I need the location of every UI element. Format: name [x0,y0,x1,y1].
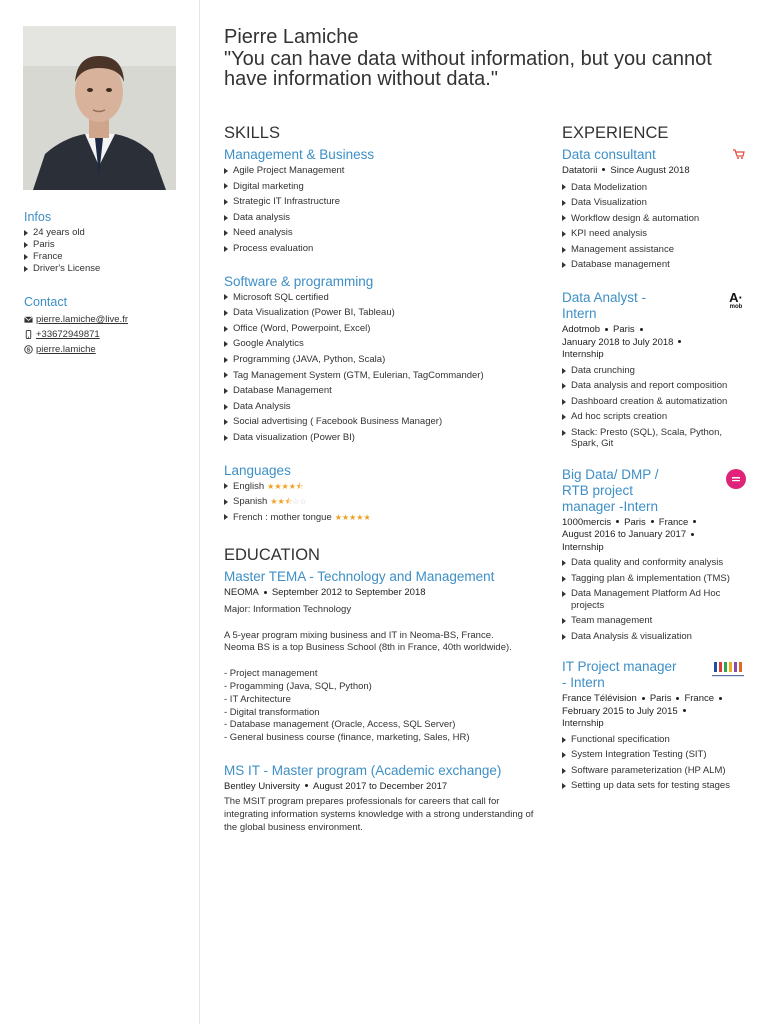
bullet-icon [562,737,566,743]
bullet-icon [224,183,228,189]
bullet-icon [224,514,228,520]
task-item [562,211,748,227]
topic-line: - Progamming (Java, SQL, Python) [224,680,372,692]
languages-list [224,479,544,526]
cart-logo-icon [732,147,746,161]
task-text: Stack: Presto (SQL), Scala, Python, Spark, Git [571,426,723,450]
bullet-icon [224,215,228,221]
skype-icon [24,345,33,354]
task-text: Database management [571,259,670,271]
contact-section [24,295,194,357]
star-full-icon: ★ [341,512,350,522]
education-title: EDUCATION [224,546,320,565]
sidebar [0,0,200,1024]
phone-icon [24,330,33,339]
bullet-icon [224,230,228,236]
experience-item [562,147,748,273]
experience-item [562,290,748,450]
task-text: System Integration Testing (SIT) [571,749,707,761]
task-item [562,780,748,792]
school-name: NEOMA [224,587,259,599]
star-full-icon: ★ [267,481,275,491]
job-type: Internship [562,541,604,553]
skill-item [224,321,544,337]
skill-item [224,414,544,430]
bullet-icon [562,783,566,789]
skill-item [224,210,544,226]
left-column [224,122,544,835]
star-full-icon: ★ [356,512,364,522]
task-text: Software parameterization (HP ALM) [571,764,726,776]
task-item [562,226,748,242]
contact-skype [24,342,194,357]
company-name: France Télévision [562,693,637,705]
job-title: Data consultant [562,147,656,162]
star-full-icon: ★ [281,481,289,491]
job-country: France [684,693,715,705]
adotmob-logo [726,292,746,311]
company-name: Adotmob [562,324,601,336]
bullet-icon [224,483,228,489]
phone-link[interactable]: +33672949871 [36,329,100,340]
task-item [562,765,748,777]
skill-text: Google Analytics [233,338,304,350]
degree-desc: The MSIT program prepares professionals for careers that call for integrating information systems knowledge with a strong understanding of the global business environment. [224,796,534,834]
experience-title: EXPERIENCE [562,124,669,142]
task-text: Data quality and conformity analysis [571,557,724,569]
task-item [562,380,748,392]
task-text: Functional specification [571,733,670,745]
task-text: Team management [571,615,653,627]
right-column [562,122,748,796]
skill-item [224,305,544,321]
topic-line: - IT Architecture [224,693,291,705]
bullet-icon [562,430,566,436]
star-full-icon: ★ [277,497,285,507]
degree-topics [224,668,544,745]
task-item [562,749,748,761]
skill-text: Data visualization (Power BI) [233,431,355,443]
topic-line: - Database management (Oracle, Access, SQL Server) [224,719,456,731]
job-meta [562,517,748,555]
job-type: Internship [562,718,604,730]
experience-item [562,467,748,643]
bullet-icon [224,326,228,332]
profile-photo [23,26,176,190]
task-item [562,615,748,627]
bullet-icon [562,231,566,237]
bullet-icon [562,752,566,758]
person-name: Pierre Lamiche [224,26,359,48]
task-item [562,588,748,611]
skill-item [224,163,544,179]
degree-meta [224,587,544,600]
info-item [24,263,194,275]
job-tasks [562,365,748,450]
bullet-icon [562,591,566,597]
star-full-icon: ★ [270,497,278,507]
star-full-icon: ★ [288,481,296,491]
degree-dates: August 2017 to December 2017 [313,780,448,792]
france-television-logo-icon [710,661,746,679]
degree-desc: Neoma BS is a top Business School (8th in France, 40th worldwide). [224,642,512,654]
task-text: Dashboard creation & automatization [571,395,728,407]
bullet-icon [562,368,566,374]
skill-text: Data Visualization (Power BI, Tableau) [233,307,395,319]
task-item [562,573,748,585]
skill-group-title: Languages [224,462,291,478]
skill-item [224,399,544,415]
experience-item [562,659,748,792]
skill-group-title: Software & programming [224,273,374,289]
skill-text: Strategic IT Infrastructure [233,196,341,208]
skill-item [224,430,544,446]
degree-title: Master TEMA - Technology and Management [224,569,495,585]
bullet-icon [24,266,28,272]
star-full-icon: ★ [274,481,282,491]
adotmob-logo-icon: A· [729,290,743,306]
skill-group-title: Management & Business [224,147,375,162]
task-item [562,411,748,423]
skill-item [224,290,544,306]
bullet-icon [562,634,566,640]
task-text: KPI need analysis [571,228,648,240]
task-item [562,365,748,377]
degree-major: Major: Information Technology [224,603,352,615]
job-tasks [562,734,748,792]
bullet-icon [224,341,228,347]
contact-phone [24,327,194,342]
job-dates: August 2016 to January 2017 [562,529,687,541]
degree-meta [224,781,544,794]
bullet-icon [562,576,566,582]
contact-email [24,312,194,327]
task-text: Setting up data sets for testing stages [571,780,730,792]
skill-text: Data Analysis [233,400,291,412]
skill-text: Agile Project Management [233,165,345,176]
star-full-icon: ★ [363,512,371,522]
quote: "You can have data without information, but you cannot have information without data." [224,48,712,90]
language-text: English [233,480,265,492]
info-text: Paris [33,239,55,250]
task-text: Tagging plan & implementation (TMS) [571,572,730,584]
job-city: Paris [649,693,672,705]
skill-text: Office (Word, Powerpoint, Excel) [233,322,371,334]
job-country: France [658,516,689,528]
task-item [562,180,748,196]
task-item [562,631,748,643]
bullet-icon [562,215,566,221]
star-half-icon: ⯪ [295,481,304,491]
bullet-icon [562,618,566,624]
bullet-icon [224,199,228,205]
job-dates: January 2018 to July 2018 [562,336,674,348]
job-meta [562,165,748,178]
task-text: Data analysis and report composition [571,380,728,392]
bullet-icon [562,200,566,206]
job-type: Internship [562,349,604,361]
infos-title: Infos [24,210,52,224]
task-item [562,427,748,450]
skill-text: Social advertising ( Facebook Business Manager) [233,416,443,428]
task-text: Data Visualization [571,197,647,209]
job-title: Data Analyst - Intern [562,290,647,322]
skill-item [224,383,544,399]
skill-text: Microsoft SQL certified [233,291,329,303]
task-text: Data crunching [571,364,635,376]
bullet-icon [224,246,228,252]
language-item [224,479,544,495]
bullet-icon [562,399,566,405]
task-text: Data Management Platform Ad Hoc projects [571,588,721,611]
degree-title: MS IT - Master program (Academic exchange) [224,762,502,778]
bullet-icon [24,254,28,260]
skill-item [224,336,544,352]
adotmob-logo-text: mob [729,304,743,311]
job-title: IT Project manager - Intern [562,659,677,691]
skill-item [224,352,544,368]
star-full-icon: ★ [349,512,357,522]
degree-dates: September 2012 to September 2018 [271,587,426,599]
task-text: Data Modelization [571,181,648,193]
skill-item [224,241,544,257]
svg-text:S: S [26,347,31,354]
topic-line: - Project management [224,668,318,680]
task-text: Ad hoc scripts creation [571,411,668,423]
task-item [562,734,748,746]
task-item [562,195,748,211]
language-item [224,494,544,510]
software-skills-list [224,290,544,446]
bullet-icon [562,414,566,420]
company-name: 1000mercis [562,516,612,528]
infos-list [24,227,194,275]
bullet-icon [224,388,228,394]
info-text: France [33,251,63,262]
rating-stars [270,494,306,510]
bullet-icon [224,435,228,441]
job-meta [562,324,748,362]
skill-text: Process evaluation [233,242,314,254]
bullet-icon [562,184,566,190]
skill-item [224,225,544,241]
skills-title: SKILLS [224,124,280,142]
skill-item [224,368,544,384]
skill-text: Data analysis [233,211,291,223]
bullet-icon [224,372,228,378]
language-text: Spanish [233,496,268,508]
bullet-icon [224,404,228,410]
1000mercis-logo-icon [726,469,746,489]
skill-text: Digital marketing [233,180,304,192]
bullet-icon [562,247,566,253]
degree-desc: A 5-year program mixing business and IT in Neoma-BS, France. [224,629,494,641]
task-item [562,257,748,273]
skill-item [224,194,544,210]
skill-text: Database Management [233,385,332,397]
management-skills-list [224,163,544,257]
language-item [224,510,544,526]
bullet-icon [562,383,566,389]
task-text: Workflow design & automation [571,212,700,224]
task-text: Management assistance [571,243,674,255]
star-full-icon: ★ [334,512,342,522]
star-half-icon: ⯪ [284,497,293,507]
topic-line: - General business course (finance, marketing, Sales, HR) [224,732,470,744]
job-city: Paris [613,324,635,336]
skill-text: Need analysis [233,227,293,239]
bullet-icon [562,560,566,566]
job-tasks [562,557,748,642]
task-text: Data Analysis & visualization [571,630,692,642]
bullet-icon [224,294,228,300]
language-text: French : mother tongue [233,511,332,523]
bullet-icon [224,310,228,316]
rating-stars [335,510,371,526]
info-text: 24 years old [33,227,85,238]
bullet-icon [224,357,228,363]
skill-item [224,179,544,195]
bullet-icon [562,768,566,774]
task-item [562,396,748,408]
topic-line: - Digital transformation [224,706,320,718]
envelope-icon [24,315,33,324]
info-item [24,227,194,239]
infos-section [24,210,194,275]
header [224,25,744,89]
skype-link[interactable]: pierre.lamiche [36,344,96,355]
skill-text: Programming (JAVA, Python, Scala) [233,353,386,365]
bullet-icon [24,242,28,248]
info-item [24,251,194,263]
job-city: Paris [624,516,646,528]
contact-title: Contact [24,295,68,309]
task-item [562,557,748,569]
bullet-icon [224,419,228,425]
bullet-icon [224,168,228,174]
bullet-icon [224,499,228,505]
bullet-icon [24,230,28,236]
star-empty-icon: ☆ [292,497,300,507]
skill-text: Tag Management System (GTM, Eulerian, TagCommander) [233,369,484,381]
task-item [562,242,748,258]
star-empty-icon: ☆ [299,497,307,507]
job-dates: Since August 2018 [610,165,690,176]
email-link[interactable]: pierre.lamiche@live.fr [36,314,129,325]
job-title: Big Data/ DMP / RTB project manager -Intern [562,466,659,514]
info-item [24,239,194,251]
bullet-icon [562,262,566,268]
job-tasks [562,180,748,274]
rating-stars [267,479,303,495]
job-meta [562,693,748,731]
job-dates: February 2015 to July 2015 [562,705,678,717]
info-text: Driver's License [33,263,101,274]
school-name: Bentley University [224,780,301,792]
company-name: Datatorii [562,165,598,176]
